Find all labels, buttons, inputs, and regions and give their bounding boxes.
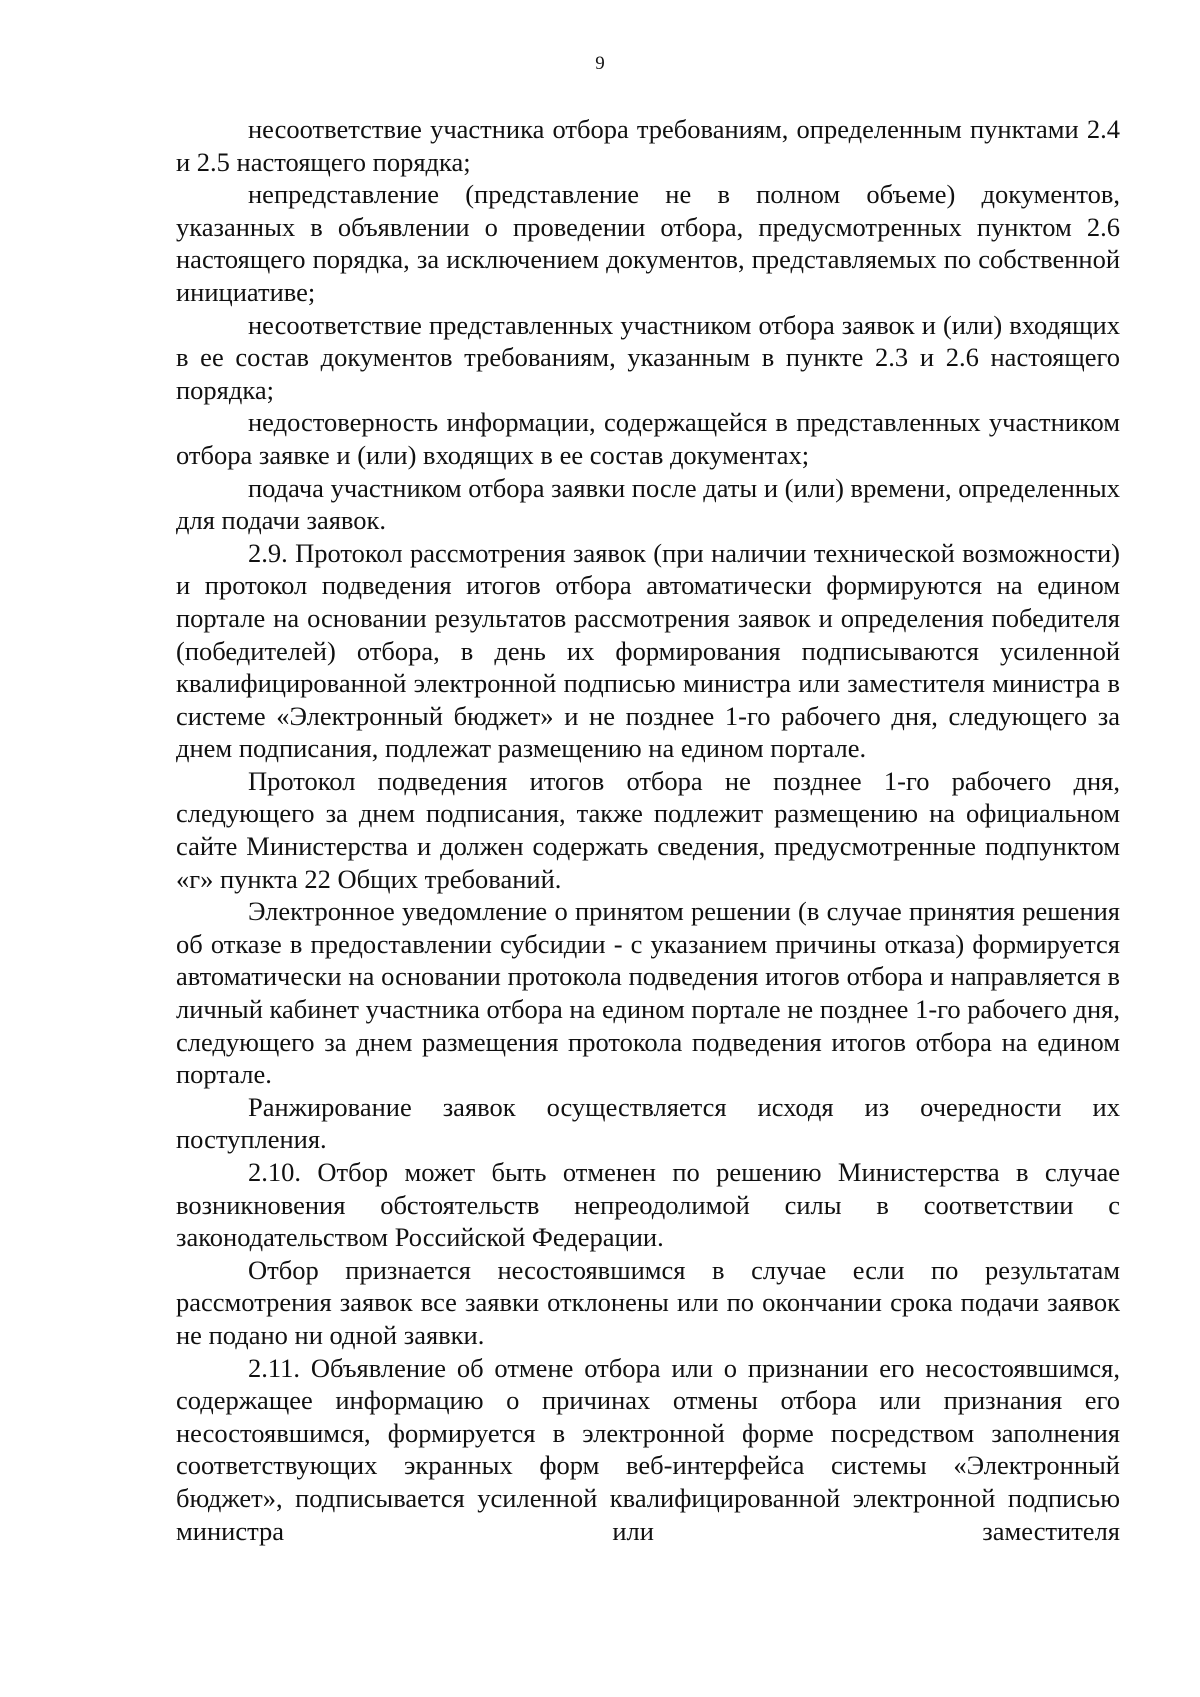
paragraph-missing-documents: непредставление (представление не в полном объеме) документов, указанных в объявлении о проведении отбора, предусмотренных пунктом 2.6 настоящего порядка, за исключением документов, представляемых по собственной инициативе; xyxy=(176,179,1120,307)
paragraph-late-submission: подача участником отбора заявки после даты и (или) времени, определенных для подачи заявок. xyxy=(176,472,1120,536)
paragraph-nonconforming-application: несоответствие представленных участником отбора заявок и (или) входящих в ее состав документов требованиям, указанным в пункте 2.3 и 2.6 настоящего порядка; xyxy=(176,309,1120,405)
paragraph-section-2-9: 2.9. Протокол рассмотрения заявок (при наличии технической возможности) и протокол подведения итогов отбора автоматически формируются на едином портале на основании результатов рассмотрения заявок и определения победителя (победителей) отбора, в день их формирования подписываются усиленной квалифицированной электронной подписью министра или заместителя министра в системе «Электронный бюджет» и не позднее 1-го рабочего дня, следующего за днем подписания, подлежат размещению на едином портале. xyxy=(176,537,1120,764)
paragraph-unreliable-information: недостоверность информации, содержащейся в представленных участником отбора заявке и (или) входящих в ее состав документах; xyxy=(176,407,1120,470)
paragraph-section-2-11: 2.11. Объявление об отмене отбора или о признании его несостоявшимся, содержащее информацию о причинах отмены отбора или признания его несостоявшимся, формируется в электронной форме посредством заполнения соответствующих экранных форм веб-интерфейса системы «Электронный бюджет», подписывается усиленной квалифицированной электронной подписью министра или заместителя xyxy=(176,1352,1120,1546)
paragraph-protocol-publication: Протокол подведения итогов отбора не позднее 1-го рабочего дня, следующего за днем подписания, также подлежит размещению на официальном сайте Министерства и должен содержать сведения, предусмотренные подпунктом «г» пункта 22 Общих требований. xyxy=(176,765,1120,894)
document-body xyxy=(176,113,1120,1547)
paragraph-section-2-10: 2.10. Отбор может быть отменен по решению Министерства в случае возникновения обстоятельств непреодолимой силы в соответствии с законодательством Российской Федерации. xyxy=(176,1157,1120,1253)
paragraph-nonconformity-requirements: несоответствие участника отбора требованиям, определенным пунктами 2.4 и 2.5 настоящего порядка; xyxy=(176,114,1120,177)
paragraph-selection-failed: Отбор признается несостоявшимся в случае если по результатам рассмотрения заявок все заявки отклонены или по окончании срока подачи заявок не подано ни одной заявки. xyxy=(176,1254,1120,1350)
paragraph-electronic-notification: Электронное уведомление о принятом решении (в случае принятия решения об отказе в предоставлении субсидии - с указанием причины отказа) формируется автоматически на основании протокола подведения итогов отбора и направляется в личный кабинет участника отбора на едином портале не позднее 1-го рабочего дня, следующего за днем размещения протокола подведения итогов отбора на едином портале. xyxy=(176,896,1120,1090)
paragraph-ranking: Ранжирование заявок осуществляется исходя из очередности их поступления. xyxy=(176,1091,1120,1155)
page-number: 9 xyxy=(595,53,605,74)
